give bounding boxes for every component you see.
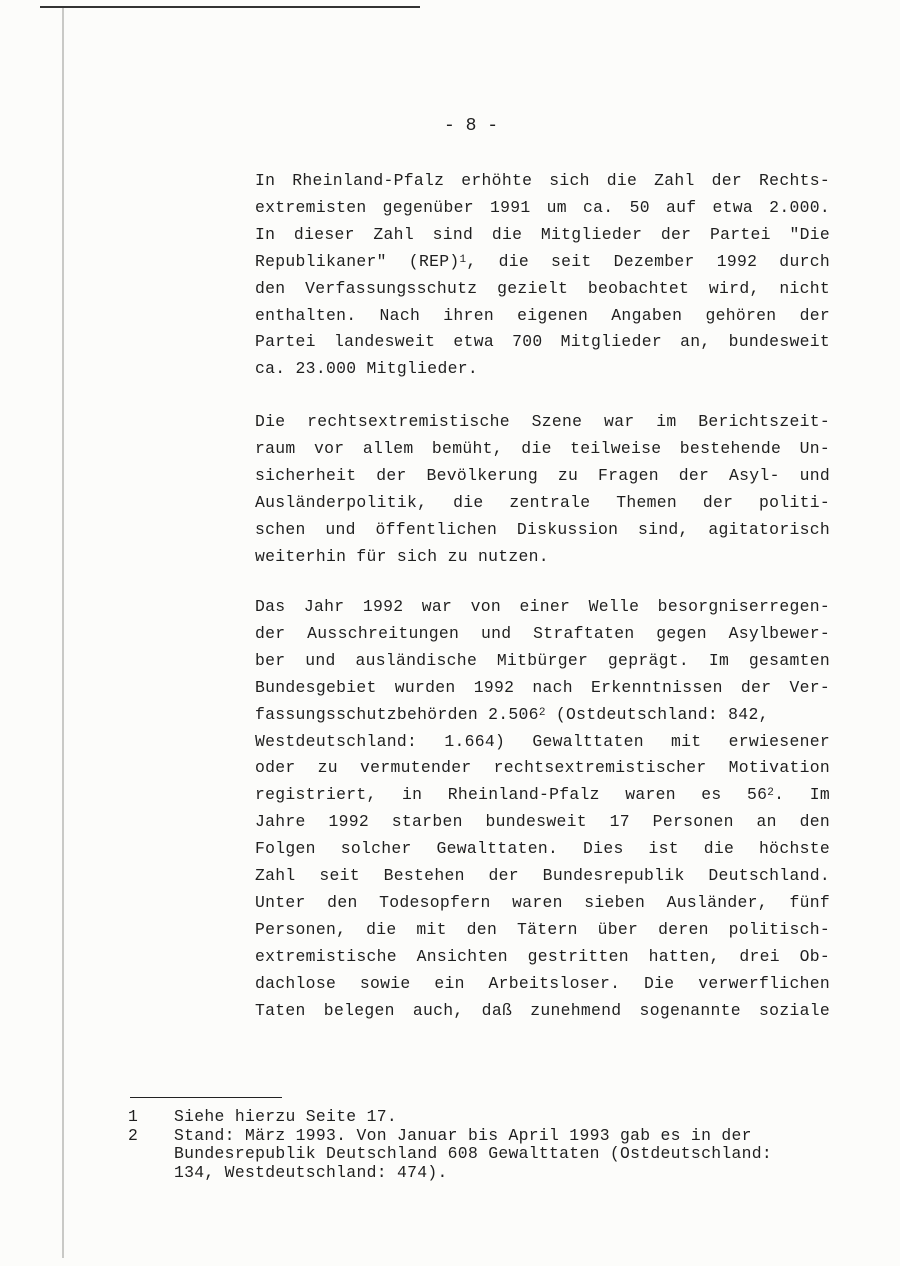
text-line: Ausländerpolitik, die zentrale Themen der politi- — [255, 492, 830, 512]
text-line: der Ausschreitungen und Straftaten gegen Asylbewer- — [255, 623, 830, 643]
text-fragment: . Im — [774, 785, 830, 805]
text-fragment: fassungsschutzbehörden 2.506 — [255, 704, 539, 724]
text-line: In dieser Zahl sind die Mitglieder der Partei "Die — [255, 224, 830, 244]
text-line: raum vor allem bemüht, die teilweise bestehende Un- — [255, 438, 830, 458]
left-edge-line — [62, 8, 64, 1258]
footnote-line: Bundesrepublik Deutschland 608 Gewalttaten (Ostdeutschland: — [174, 1144, 773, 1164]
text-line: Personen, die mit den Tätern über deren politisch- — [255, 919, 830, 939]
text-line: extremisten gegenüber 1991 um ca. 50 auf etwa 2.000. — [255, 197, 830, 217]
paragraph-3 — [255, 594, 830, 1025]
footnote-separator — [130, 1097, 282, 1098]
text-line: extremistische Ansichten gestritten hatten, drei Ob- — [255, 946, 830, 966]
paragraph-1 — [255, 168, 830, 383]
text-line: sicherheit der Bevölkerung zu Fragen der Asyl- und — [255, 465, 830, 485]
text-line: Bundesgebiet wurden 1992 nach Erkenntnissen der Ver- — [255, 677, 830, 697]
text-line: den Verfassungsschutz gezielt beobachtet wird, nicht — [255, 278, 830, 298]
text-line: oder zu vermutender rechtsextremistischer Motivation — [255, 758, 830, 778]
footnotes — [128, 1108, 828, 1183]
footnote-2 — [128, 1127, 828, 1183]
text-line: Das Jahr 1992 war von einer Welle besorgniserregen- — [255, 597, 830, 616]
text-line: ca. 23.000 Mitglieder. — [255, 359, 478, 379]
footnote-line: Stand: März 1993. Von Januar bis April 1993 gab es in der — [174, 1125, 752, 1145]
footnote-1 — [128, 1108, 828, 1127]
text-line: dachlose sowie ein Arbeitsloser. Die verwerflichen — [255, 973, 830, 993]
top-edge-rule — [40, 6, 420, 8]
footnote-number: 2 — [128, 1125, 139, 1145]
footnote-line: 134, Westdeutschland: 474). — [174, 1163, 448, 1183]
text-line: Westdeutschland: 1.664) Gewalttaten mit erwiesener — [255, 731, 830, 751]
text-fragment: Republikaner" (REP) — [255, 251, 460, 271]
text-line: enthalten. Nach ihren eigenen Angaben gehören der — [255, 305, 830, 325]
text-line-with-footnote — [255, 702, 830, 729]
text-line: Die rechtsextremistische Szene war im Berichtszeit- — [255, 412, 830, 431]
footnote-number: 1 — [128, 1107, 139, 1126]
page-number: - 8 - — [444, 116, 499, 136]
footnote-text — [174, 1127, 828, 1183]
footnote-ref-2[interactable]: 2 — [538, 706, 546, 719]
footnote-ref-1[interactable]: 1 — [459, 253, 467, 266]
text-line: Unter den Todesopfern waren sieben Ausländer, fünf — [255, 892, 830, 912]
text-line: weiterhin für sich zu nutzen. — [255, 546, 549, 566]
text-line: ber und ausländische Mitbürger geprägt. Im gesamten — [255, 650, 830, 670]
text-line: Taten belegen auch, daß zunehmend sogenannte soziale — [255, 1000, 830, 1020]
paragraph-2 — [255, 409, 830, 570]
text-line: Partei landesweit etwa 700 Mitglieder an, bundesweit — [255, 332, 830, 352]
footnote-text — [174, 1108, 828, 1127]
text-line: In Rheinland-Pfalz erhöhte sich die Zahl der Rechts- — [255, 171, 830, 190]
text-fragment: registriert, in Rheinland-Pfalz waren es 56 — [255, 785, 768, 805]
text-fragment: (Ostdeutschland: 842, — [545, 704, 769, 724]
text-line-with-footnote — [255, 249, 830, 276]
text-line: Zahl seit Bestehen der Bundesrepublik Deutschland. — [255, 866, 830, 886]
text-line: Folgen solcher Gewalttaten. Dies ist die höchste — [255, 839, 830, 859]
text-fragment: , die seit Dezember 1992 durch — [466, 251, 830, 271]
text-line: schen und öffentlichen Diskussion sind, agitatorisch — [255, 519, 830, 539]
footnote-line: Siehe hierzu Seite 17. — [174, 1107, 397, 1126]
text-line: Jahre 1992 starben bundesweit 17 Personen an den — [255, 812, 830, 832]
footnote-ref-2[interactable]: 2 — [767, 787, 775, 800]
text-line-with-footnote — [255, 782, 830, 809]
